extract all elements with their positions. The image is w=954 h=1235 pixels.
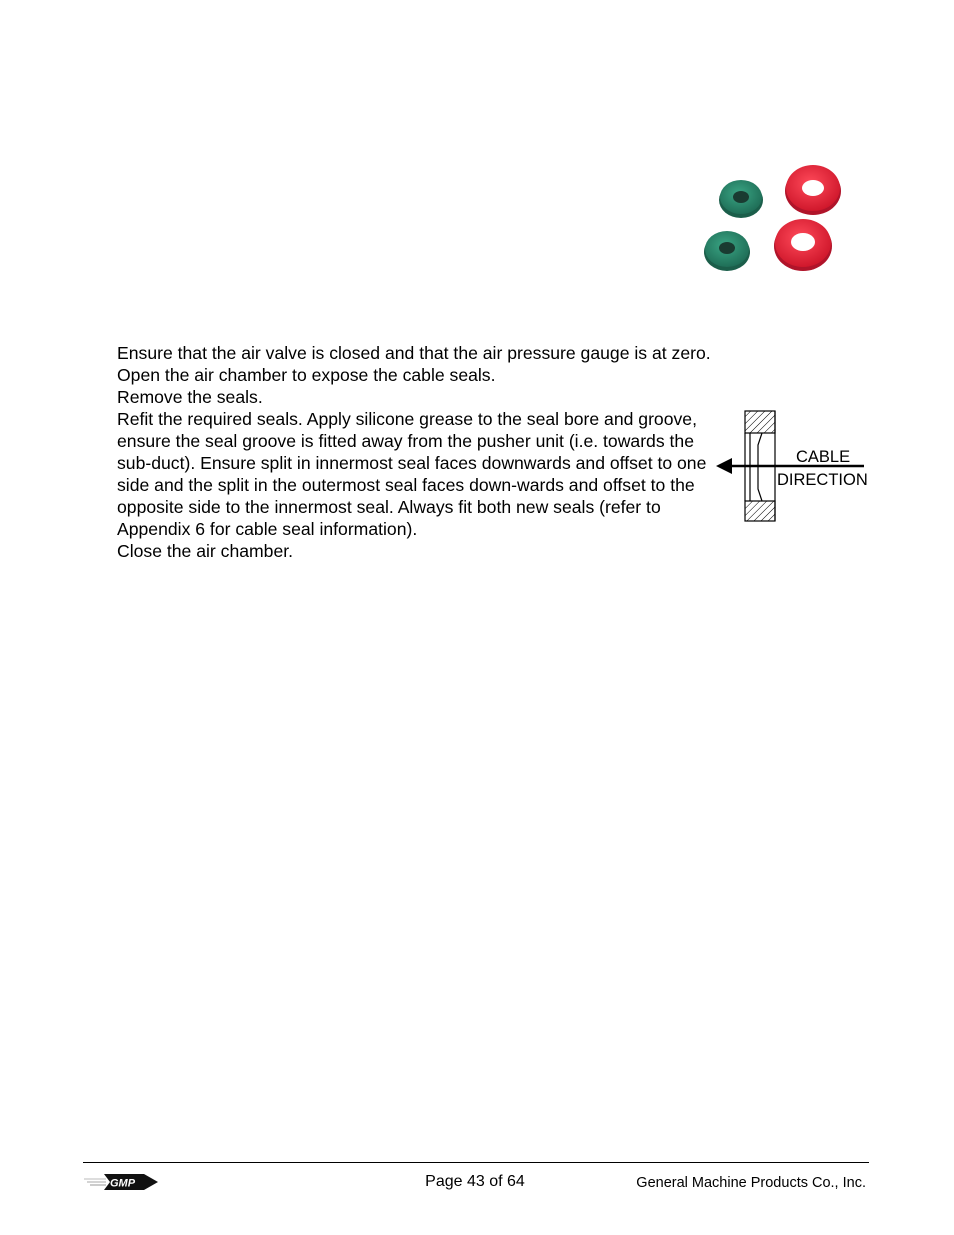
seal-orientation-diagram	[714, 405, 876, 527]
red-seal-large-2	[774, 219, 832, 271]
seal-hatch-top	[745, 411, 775, 433]
red-seal-large-1	[785, 165, 841, 215]
logo-speed-lines	[84, 1179, 106, 1185]
diagram-label-cable: CABLE	[796, 448, 851, 466]
instruction-steps	[117, 342, 717, 562]
company-name: General Machine Products Co., Inc.	[636, 1175, 866, 1191]
diagram-label-direction: DIRECTION	[777, 471, 868, 489]
logo-text: GMP	[110, 1177, 136, 1190]
step-2: Open the air chamber to expose the cable seals.	[117, 365, 496, 385]
seal-hatch-bottom	[745, 501, 775, 521]
footer-rule	[83, 1162, 869, 1163]
cable-direction-arrowhead	[716, 458, 732, 474]
step-3: Remove the seals.	[117, 387, 263, 407]
green-seal-small-2	[704, 231, 750, 271]
cable-seals-photo	[700, 160, 846, 275]
green-seal-small-1	[719, 180, 763, 218]
step-5: Close the air chamber.	[117, 541, 294, 561]
step-4: Refit the required seals. Apply silicone grease to the seal bore and groove, ensure the seal groove is fitted away from the pusher unit (i.e. towards the sub-duct). Ensure split in innermost seal faces downwards and offset to one side and the split in the outermost seal faces down-wards and offset to the opposite side to the innermost seal. Always fit both new seals (refer to Appendix 6 for cable seal information).	[117, 409, 707, 539]
gmp-logo	[84, 1170, 160, 1192]
page-number: Page 43 of 64	[425, 1173, 525, 1190]
step-1: Ensure that the air valve is closed and that the air pressure gauge is at zero.	[117, 343, 711, 363]
